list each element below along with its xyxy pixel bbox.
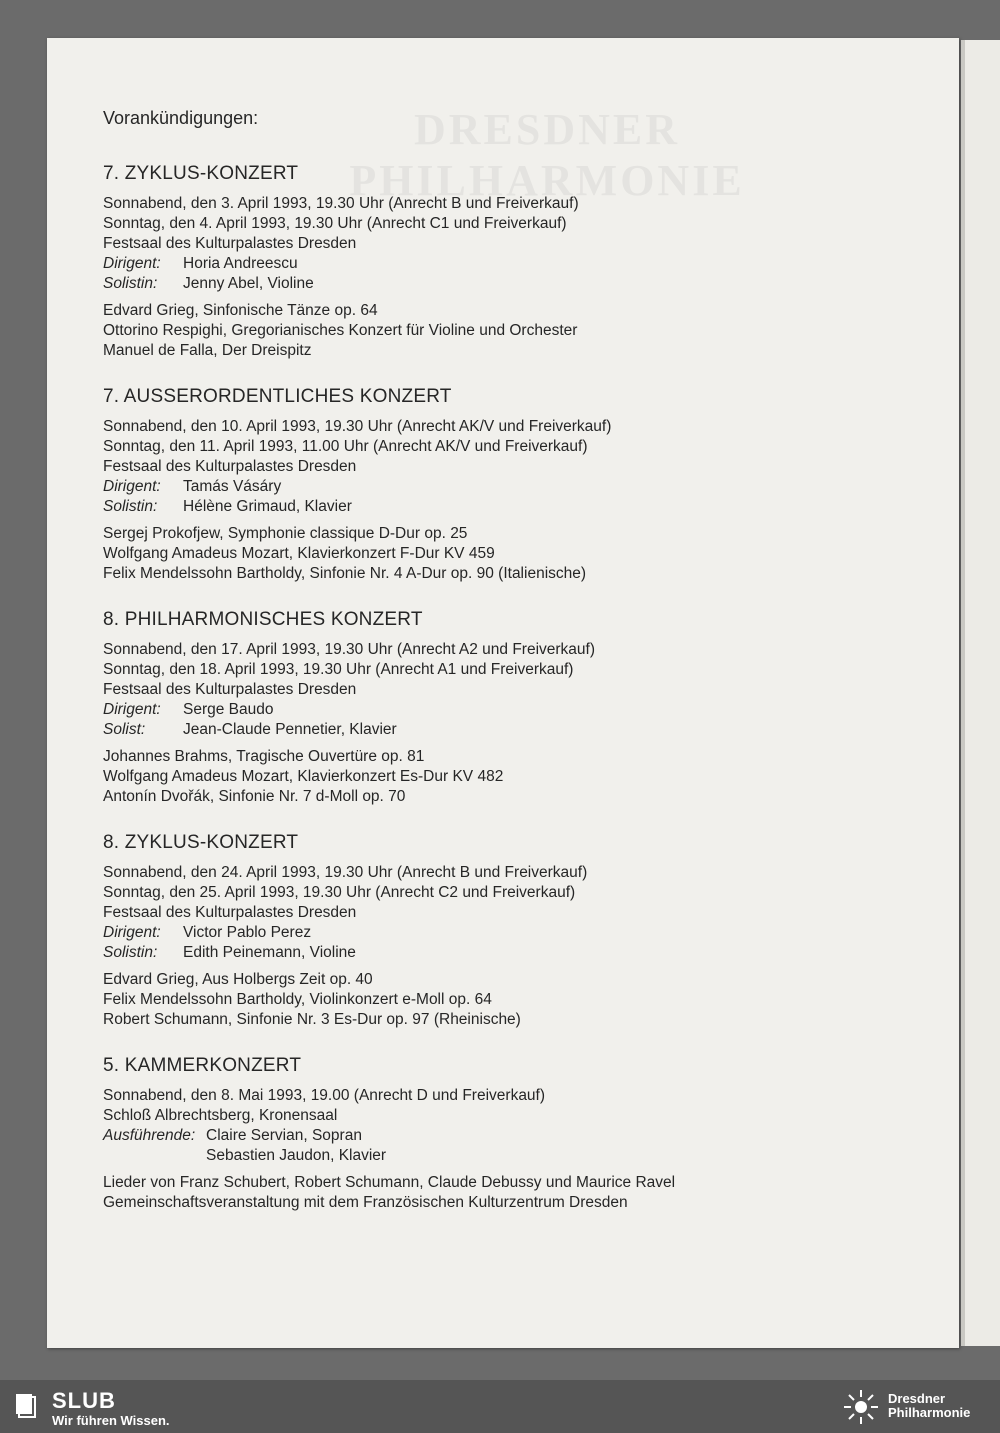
works-list [103, 747, 823, 807]
work-item: Felix Mendelssohn Bartholdy, Violinkonzert e-Moll op. 64 [103, 991, 492, 1008]
role-row [103, 720, 823, 740]
works-list [103, 1173, 823, 1213]
role-label: Dirigent: [103, 701, 161, 718]
concert-title: 7. ZYKLUS-KONZERT [103, 163, 299, 184]
concert-venue: Festsaal des Kulturpalastes Dresden [103, 681, 357, 698]
role-row [103, 943, 823, 963]
adjacent-page-edge [961, 40, 1000, 1346]
work-item: Antonín Dvořák, Sinfonie Nr. 7 d-Moll op. 70 [103, 788, 406, 805]
concert-list [103, 164, 823, 1030]
role-label: Ausführende: [103, 1127, 196, 1144]
concert-date: Sonnabend, den 3. April 1993, 19.30 Uhr (Anrecht B und Freiverkauf) [103, 195, 579, 212]
concert-venue: Festsaal des Kulturpalastes Dresden [103, 458, 357, 475]
concert-date: Sonntag, den 4. April 1993, 19.30 Uhr (Anrecht C1 und Freiverkauf) [103, 215, 567, 232]
concert-title: 7. AUSSERORDENTLICHES KONZERT [103, 386, 452, 407]
role-label: Solistin: [103, 944, 158, 961]
role-row [103, 274, 823, 294]
concert-date: Sonnabend, den 10. April 1993, 19.30 Uhr (Anrecht AK/V und Freiverkauf) [103, 418, 612, 435]
concert-title: 5. KAMMERKONZERT [103, 1055, 302, 1076]
slub-logo-icon [12, 1392, 38, 1418]
work-item: Wolfgang Amadeus Mozart, Klavierkonzert Es-Dur KV 482 [103, 768, 504, 785]
performer-name: Sebastien Jaudon, Klavier [206, 1147, 387, 1164]
role-row [103, 254, 823, 274]
philharmonie-name: Dresdner Philharmonie [888, 1391, 971, 1420]
concert-date: Sonntag, den 11. April 1993, 11.00 Uhr (Anrecht AK/V und Freiverkauf) [103, 438, 588, 455]
role-label: Solistin: [103, 275, 158, 292]
concert-date: Sonnabend, den 8. Mai 1993, 19.00 (Anrecht D und Freiverkauf) [103, 1087, 546, 1104]
philharmonie-logo-icon [842, 1388, 880, 1426]
concert-block [103, 387, 823, 584]
concert-title: 8. PHILHARMONISCHES KONZERT [103, 609, 423, 630]
role-row [103, 477, 823, 497]
slub-tagline: Wir führen Wissen. [52, 1413, 170, 1428]
announcement-content [103, 108, 823, 1239]
concert-date: Sonntag, den 25. April 1993, 19.30 Uhr (Anrecht C2 und Freiverkauf) [103, 884, 576, 901]
work-item: Johannes Brahms, Tragische Ouvertüre op. 81 [103, 748, 425, 765]
works-list [103, 524, 823, 584]
concert-date: Sonnabend, den 17. April 1993, 19.30 Uhr (Anrecht A2 und Freiverkauf) [103, 641, 596, 658]
role-row [103, 497, 823, 517]
concert-date: Sonnabend, den 24. April 1993, 19.30 Uhr (Anrecht B und Freiverkauf) [103, 864, 588, 881]
work-item: Edvard Grieg, Aus Holbergs Zeit op. 40 [103, 971, 373, 988]
role-label: Dirigent: [103, 478, 161, 495]
performers-row [103, 1126, 823, 1146]
role-label: Dirigent: [103, 255, 161, 272]
role-name: Victor Pablo Perez [183, 924, 312, 941]
role-name: Hélène Grimaud, Klavier [183, 498, 352, 515]
role-label: Solistin: [103, 498, 158, 515]
work-item: Felix Mendelssohn Bartholdy, Sinfonie Nr. 4 A-Dur op. 90 (Italienische) [103, 565, 587, 582]
work-item: Lieder von Franz Schubert, Robert Schumann, Claude Debussy und Maurice Ravel [103, 1174, 676, 1191]
slub-name: SLUB [52, 1388, 116, 1413]
work-item: Edvard Grieg, Sinfonische Tänze op. 64 [103, 302, 378, 319]
concert-block [103, 164, 823, 361]
work-item: Gemeinschaftsveranstaltung mit dem Französischen Kulturzentrum Dresden [103, 1194, 628, 1211]
work-item: Wolfgang Amadeus Mozart, Klavierkonzert F-Dur KV 459 [103, 545, 495, 562]
bleed-through-text: DRESDNER PHILHARMONIE [349, 105, 745, 205]
footer-bar [0, 1380, 1000, 1433]
concert-venue: Festsaal des Kulturpalastes Dresden [103, 235, 357, 252]
work-item: Robert Schumann, Sinfonie Nr. 3 Es-Dur op. 97 (Rheinische) [103, 1011, 521, 1028]
role-name: Jenny Abel, Violine [183, 275, 314, 292]
performers-row [103, 1146, 823, 1166]
work-item: Manuel de Falla, Der Dreispitz [103, 342, 312, 359]
role-label: Solist: [103, 721, 146, 738]
role-name: Jean-Claude Pennetier, Klavier [183, 721, 397, 738]
work-item: Ottorino Respighi, Gregorianisches Konzert für Violine und Orchester [103, 322, 578, 339]
concert-venue: Schloß Albrechtsberg, Kronensaal [103, 1107, 338, 1124]
concert-block [103, 610, 823, 807]
intro-heading: Vorankündigungen: [103, 108, 259, 128]
role-name: Edith Peinemann, Violine [183, 944, 356, 961]
work-item: Sergej Prokofjew, Symphonie classique D-Dur op. 25 [103, 525, 468, 542]
role-row [103, 700, 823, 720]
works-list [103, 301, 823, 361]
works-list [103, 970, 823, 1030]
concert-venue: Festsaal des Kulturpalastes Dresden [103, 904, 357, 921]
role-row [103, 923, 823, 943]
role-label: Dirigent: [103, 924, 161, 941]
concert-date: Sonntag, den 18. April 1993, 19.30 Uhr (Anrecht A1 und Freiverkauf) [103, 661, 574, 678]
performer-name: Claire Servian, Sopran [206, 1127, 362, 1144]
chamber-concert [103, 1056, 823, 1213]
role-name: Tamás Vásáry [183, 478, 282, 495]
concert-block [103, 833, 823, 1030]
concert-title: 8. ZYKLUS-KONZERT [103, 832, 299, 853]
role-name: Horia Andreescu [183, 255, 298, 272]
role-name: Serge Baudo [183, 701, 274, 718]
